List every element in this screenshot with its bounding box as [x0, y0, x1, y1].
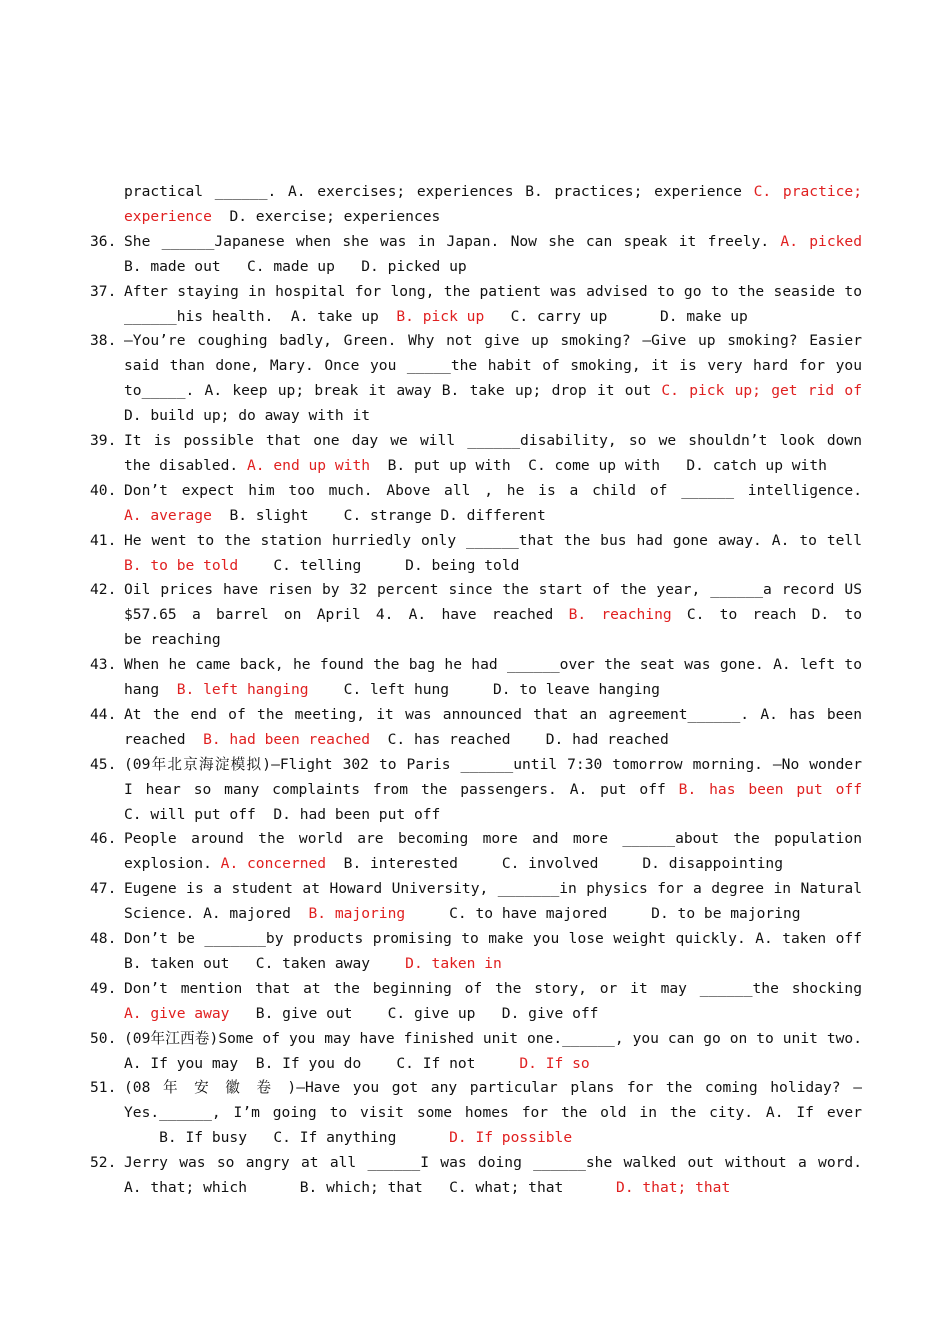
question-number: 41. [90, 531, 117, 549]
question-text: C. telling D. being told [238, 556, 520, 574]
answer-text: B. majoring [308, 905, 406, 923]
question-text: (09年北京海淀模拟)—Flight 302 to Paris ______until 7:30 tomorrow morning. —No wonder [124, 755, 862, 773]
question-line [124, 951, 862, 976]
question-line [124, 851, 862, 876]
question-text: be reaching [124, 631, 221, 649]
question-line [124, 876, 862, 901]
question-number: 44. [90, 705, 117, 723]
question-number: 51. [90, 1079, 117, 1097]
question-number: 37. [90, 282, 117, 300]
question-text: A. that; which B. which; that C. what; that [124, 1179, 617, 1196]
question-line [124, 826, 862, 851]
question-number: 39. [90, 432, 117, 449]
question-line [124, 577, 862, 602]
question-text: hang [124, 681, 177, 698]
question-line [124, 702, 862, 727]
question-number: 52. [90, 1154, 117, 1172]
question-number: 45. [90, 755, 117, 773]
question-text: ______his health. A. take up [124, 307, 397, 325]
question-number: 42. [90, 581, 117, 599]
question-line [124, 727, 862, 752]
question-line [124, 179, 862, 204]
question-line [124, 478, 862, 503]
question-text: to_____. A. keep up; break it away B. take up; drop it out [124, 382, 662, 400]
question-text: B. put up with C. come up with D. catch up with [370, 456, 827, 474]
question-line [124, 1100, 862, 1125]
question-text: Jerry was so angry at all ______I was doing ______she walked out without a word. [124, 1154, 862, 1172]
question-number: 49. [90, 979, 117, 997]
question-line [124, 627, 862, 652]
question-text: Science. A. majored [124, 905, 309, 923]
question-line [124, 503, 862, 528]
answer-text: C. practice; [753, 183, 862, 200]
answer-text: A. end up with [247, 456, 371, 474]
question-text: D. build up; do away with it [124, 407, 371, 425]
question-text: C. left hung D. to leave hanging [308, 681, 660, 698]
question-text: When he came back, he found the bag he had ______over the seat was gone. A. left to [124, 656, 862, 674]
question-line [124, 976, 862, 1001]
question-text: the disabled. [124, 456, 248, 474]
question-text: At the end of the meeting, it was announced that an agreement______. A. has been [124, 705, 862, 723]
question-text: Eugene is a student at Howard University, _______in physics for a degree in Natural [124, 880, 862, 898]
question-text: C. to have majored D. to be majoring [405, 905, 801, 923]
question-text: Yes.______, I’m going to visit some homes for the old in the city. A. If ever [124, 1104, 862, 1122]
question-text: She ______Japanese when she was in Japan. Now she can speak it freely. [124, 232, 781, 250]
question-line [124, 304, 862, 329]
answer-text: B. pick up [396, 307, 485, 325]
question-text: B. give out C. give up D. give off [229, 1004, 599, 1022]
answer-text: experience [124, 207, 212, 225]
question-line [124, 777, 862, 802]
question-line [124, 553, 862, 578]
question-text: C. will put off D. had been put off [124, 805, 441, 823]
question-text: B. interested C. involved D. disappointing [326, 855, 783, 873]
answer-text: D. that; that [616, 1179, 731, 1196]
question-number: 48. [90, 930, 117, 947]
question-line [124, 802, 862, 827]
question-number: 47. [90, 880, 117, 898]
question-line [124, 378, 862, 403]
question-text: D. exercise; experiences [211, 207, 441, 225]
answer-text: D. If possible [449, 1129, 573, 1147]
question-line [124, 428, 862, 453]
question-text: C. to reach D. to [671, 606, 862, 624]
question-line [124, 752, 862, 777]
question-line [124, 901, 862, 926]
answer-text: D. taken in [405, 954, 502, 972]
question-line [124, 328, 862, 353]
question-line [124, 353, 862, 378]
question-text: B. slight C. strange D. different [211, 506, 546, 524]
question-text: B. made out C. made up D. picked up [124, 257, 467, 275]
question-line [124, 229, 862, 254]
answer-text: A. average [124, 506, 212, 524]
question-text: C. carry up D. make up [484, 307, 748, 325]
question-line [124, 652, 862, 677]
question-text: C. has reached D. had reached [370, 730, 669, 748]
question-line [124, 1125, 862, 1150]
question-text: practical ______. A. exercises; experiences B. practices; experience [124, 183, 754, 200]
question-line [124, 602, 862, 627]
question-text: $57.65 a barrel on April 4. A. have reached [124, 606, 569, 624]
question-line [124, 1001, 862, 1026]
question-line [124, 1051, 862, 1076]
answer-text: A. picked [780, 232, 862, 250]
question-line [124, 279, 862, 304]
answer-text: B. reaching [568, 606, 672, 624]
question-number: 38. [90, 332, 117, 350]
question-text: Oil prices have risen by 32 percent since the start of the year, ______a record US [124, 581, 862, 599]
question-number: 36. [90, 232, 117, 250]
question-line [124, 528, 862, 553]
question-line [124, 1150, 862, 1175]
question-text: B. If busy C. If anything [124, 1129, 450, 1147]
question-text: Don’t mention that at the beginning of the story, or it may ______the shocking [124, 979, 862, 997]
question-line [124, 1175, 862, 1200]
question-text: reached [124, 730, 204, 748]
question-text: It is possible that one day we will ______disability, so we shouldn’t look down [124, 432, 862, 449]
question-line [124, 204, 862, 229]
answer-text: A. give away [124, 1004, 230, 1022]
question-line [124, 926, 862, 951]
question-line [124, 1026, 862, 1051]
question-text: He went to the station hurriedly only ______that the bus had gone away. A. to tell [124, 531, 862, 549]
question-text: explosion. [124, 855, 221, 873]
question-line [124, 1075, 862, 1100]
question-number: 43. [90, 656, 117, 674]
answer-text: A. concerned [220, 855, 327, 873]
question-line [124, 677, 862, 702]
question-text: B. taken out C. taken away [124, 954, 406, 972]
question-text: I hear so many complaints from the passengers. A. put off [124, 780, 679, 798]
question-text: A. If you may B. If you do C. If not [124, 1054, 520, 1072]
question-text: (08 年 安 徽 卷 )—Have you got any particular plans for the coming holiday? — [124, 1079, 862, 1097]
answer-text: B. had been reached [203, 730, 371, 748]
question-text: —You’re coughing badly, Green. Why not give up smoking? —Give up smoking? Easier [124, 332, 862, 350]
question-number: 46. [90, 830, 117, 848]
question-line [124, 254, 862, 279]
question-number: 50. [90, 1029, 117, 1047]
answer-text: B. to be told [124, 556, 239, 574]
answer-text: D. If so [519, 1054, 590, 1072]
question-text: People around the world are becoming more and more ______about the population [124, 830, 862, 848]
question-text: (09年江西卷)Some of you may have finished unit one.______, you can go on to unit two. [124, 1029, 862, 1047]
question-text: Don’t be _______by products promising to make you lose weight quickly. A. taken off [124, 930, 862, 947]
answer-text: C. pick up; get rid of [661, 382, 862, 400]
answer-text: B. has been put off [678, 780, 862, 798]
question-text: Don’t expect him too much. Above all , he is a child of ______ intelligence. [124, 481, 862, 499]
question-text: said than done, Mary. Once you _____the habit of smoking, it is very hard for you [124, 357, 862, 375]
question-number: 40. [90, 481, 117, 499]
question-text: After staying in hospital for long, the patient was advised to go to the seaside to [124, 282, 862, 300]
answer-text: B. left hanging [176, 681, 309, 698]
question-line [124, 403, 862, 428]
question-line [124, 453, 862, 478]
